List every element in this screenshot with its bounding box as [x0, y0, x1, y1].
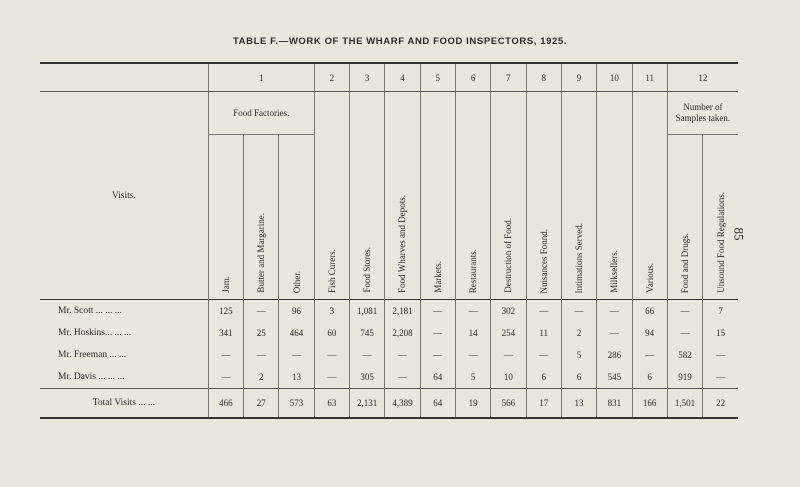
table-cell: — [208, 344, 243, 366]
table-cell: 27 [244, 389, 279, 419]
table-cell: 11 [526, 322, 561, 344]
table-cell: — [455, 300, 490, 323]
table-cell: 745 [350, 322, 385, 344]
column-number: 4 [385, 63, 420, 92]
table-cell: 305 [350, 366, 385, 389]
table-cell: 582 [667, 344, 702, 366]
column-number: 2 [314, 63, 349, 92]
table-cell: 6 [632, 366, 667, 389]
table-row [40, 366, 738, 389]
table-cell: — [385, 344, 420, 366]
table-cell: — [561, 300, 596, 323]
column-number: 12 [667, 63, 738, 92]
visits-header: Visits. [111, 190, 136, 201]
column-number: 11 [632, 63, 667, 92]
total-row [40, 389, 738, 419]
table-cell: 19 [455, 389, 490, 419]
table-cell: 3 [314, 300, 349, 323]
table-cell: 15 [703, 322, 738, 344]
column-number: 5 [420, 63, 455, 92]
table-cell: 254 [491, 322, 526, 344]
samples-header: Number of Samples taken. [667, 92, 738, 135]
table-cell: — [455, 344, 490, 366]
table-cell: — [208, 366, 243, 389]
butter-header: Butter and Margarine. [256, 213, 267, 293]
table-cell: 64 [420, 366, 455, 389]
table-cell: — [314, 366, 349, 389]
markets-header: Markets. [432, 261, 443, 293]
table-cell: 25 [244, 322, 279, 344]
destruction-header: Destruction of Food. [503, 218, 514, 293]
milksellers-header: Milksellers. [609, 250, 620, 293]
table-cell: — [632, 344, 667, 366]
table-cell: — [491, 344, 526, 366]
column-number: 10 [597, 63, 632, 92]
intimations-header: Intimations Served. [574, 222, 585, 293]
column-number: 3 [350, 63, 385, 92]
inspector-name: Mr. Freeman ... ... [58, 350, 127, 360]
table-cell: — [244, 344, 279, 366]
table-cell: — [350, 344, 385, 366]
table-cell: 66 [632, 300, 667, 323]
table-cell: 125 [208, 300, 243, 323]
table-cell: 2,181 [385, 300, 420, 323]
jam-header: Jam. [220, 276, 231, 293]
table-cell: — [420, 344, 455, 366]
inspector-name: Mr. Hoskins... ... ... [58, 328, 132, 338]
table-cell: 341 [208, 322, 243, 344]
table-row [40, 322, 738, 344]
inspector-name: Mr. Davis ... ... ... [58, 372, 125, 382]
table-cell: 566 [491, 389, 526, 419]
table-cell: — [526, 344, 561, 366]
table-cell: 63 [314, 389, 349, 419]
table-cell: 5 [455, 366, 490, 389]
table-cell: — [703, 366, 738, 389]
table-cell: 545 [597, 366, 632, 389]
column-number-row [40, 63, 738, 92]
table-cell: — [279, 344, 314, 366]
table-cell: 573 [279, 389, 314, 419]
table-cell: 13 [561, 389, 596, 419]
table-cell: 466 [208, 389, 243, 419]
table-row [40, 344, 738, 366]
table-cell: 286 [597, 344, 632, 366]
table-cell: 831 [597, 389, 632, 419]
column-number: 1 [208, 63, 314, 92]
unsound-food-header: Unsound Food Regulations. [715, 192, 726, 293]
column-number: 7 [491, 63, 526, 92]
fish-curers-header: Fish Curers. [326, 248, 337, 293]
food-wharves-header: Food Wharves and Depots. [397, 195, 408, 293]
table-cell: — [667, 300, 702, 323]
table-row [40, 300, 738, 323]
column-number: 8 [526, 63, 561, 92]
table-body [40, 300, 738, 419]
column-number-blank [40, 63, 208, 92]
table-cell: 13 [279, 366, 314, 389]
nuisances-header: Nuisances Found. [538, 228, 549, 293]
table-cell: 2,131 [350, 389, 385, 419]
table-cell: 7 [703, 300, 738, 323]
table-cell: 1,081 [350, 300, 385, 323]
table-cell: 166 [632, 389, 667, 419]
table-cell: — [244, 300, 279, 323]
food-factories-header: Food Factories. [208, 92, 314, 135]
food-stores-header: Food Stores. [362, 247, 373, 293]
table-cell: — [385, 366, 420, 389]
table-cell: 2 [244, 366, 279, 389]
column-number: 9 [561, 63, 596, 92]
table-cell: 4,389 [385, 389, 420, 419]
table-cell: 96 [279, 300, 314, 323]
food-drugs-header: Food and Drugs. [679, 232, 690, 293]
restaurants-header: Restaurants. [468, 248, 479, 293]
table-cell: 302 [491, 300, 526, 323]
column-number: 6 [455, 63, 490, 92]
table-cell: — [314, 344, 349, 366]
table-cell: — [703, 344, 738, 366]
inspectors-table [40, 62, 738, 419]
table-cell: 94 [632, 322, 667, 344]
table-cell: — [667, 322, 702, 344]
other-header: Other. [291, 270, 302, 293]
table-cell: 60 [314, 322, 349, 344]
table-title: TABLE F.—WORK OF THE WHARF AND FOOD INSPECTORS, 1925. [232, 36, 568, 47]
page-number: 85 [731, 227, 747, 241]
table-cell: 14 [455, 322, 490, 344]
table-cell: — [420, 322, 455, 344]
table-cell: 6 [526, 366, 561, 389]
table-cell: 5 [561, 344, 596, 366]
inspector-name: Mr. Scott ... ... ... [40, 300, 208, 323]
table-cell: 17 [526, 389, 561, 419]
table-cell: 2,208 [385, 322, 420, 344]
table-cell: 464 [279, 322, 314, 344]
table-cell: 64 [420, 389, 455, 419]
table-cell: 22 [703, 389, 738, 419]
various-header: Various. [644, 263, 655, 293]
table-cell: — [597, 322, 632, 344]
inspector-name: Total Visits ... ... [40, 389, 208, 419]
table-cell: — [526, 300, 561, 323]
table-cell: 10 [491, 366, 526, 389]
table-cell: 1,501 [667, 389, 702, 419]
table-cell: 2 [561, 322, 596, 344]
table-cell: — [597, 300, 632, 323]
table-cell: — [420, 300, 455, 323]
table-cell: 6 [561, 366, 596, 389]
table-cell: 919 [667, 366, 702, 389]
